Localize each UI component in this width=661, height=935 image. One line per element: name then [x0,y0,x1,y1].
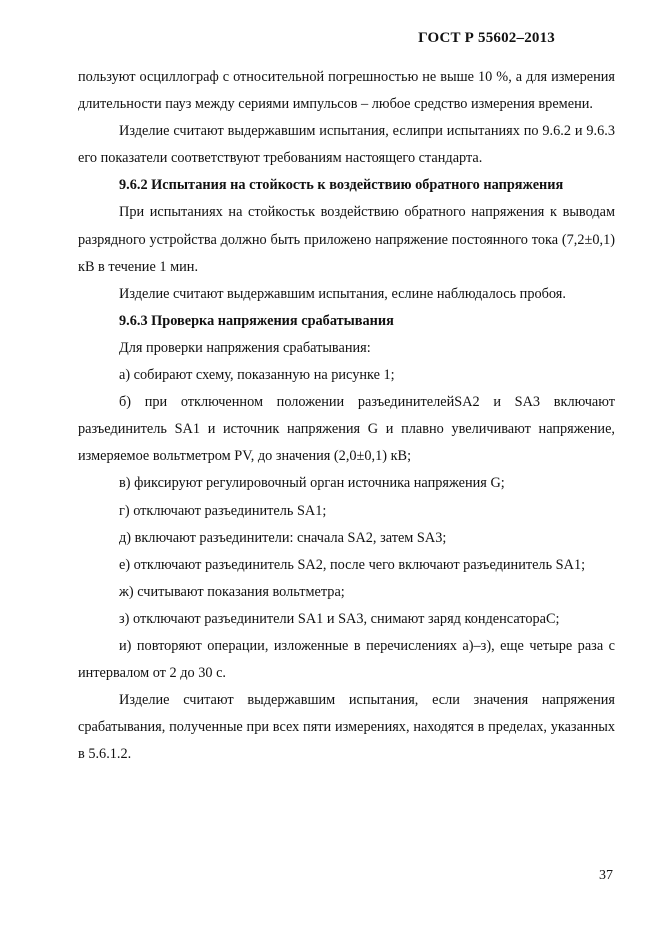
list-item-v: в) фиксируют регулировочный орган источника напряжения G; [119,475,505,492]
list-item-d: д) включают разъединители: сначала SA2, затем SA3; [119,529,447,546]
paragraph: При испытаниях на стойкостьк воздействию обратного напряжения к выводам разрядного устройства должно быть приложено напряжение постоянного тока (7,2±0,1) кВ в течение 1 мин. [78,204,615,275]
list-item-b: б) при отключенном положении разъединителейSA2 и SA3 включают разъединитель SA1 и источник напряжения G и плавно увеличивают напряжение, измеряемое вольтметром PV, до значения (2,0±0,1) кВ; [78,394,615,465]
paragraph: Изделие считают выдержавшим испытания, еслине наблюдалось пробоя. [119,285,566,302]
list-item-zh: ж) считывают показания вольтметра; [119,583,345,600]
paragraph: пользуют осциллограф с относительной погрешностью не выше 10 %, а для измерения длительности пауз между сериями импульсов – любое средство измерения времени. [78,69,615,113]
paragraph: Изделие считают выдержавшим испытания, еслипри испытаниях по 9.6.2 и 9.6.3 его показатели соответствуют требованиям настоящего стандарта. [78,123,615,167]
list-item-g: г) отключают разъединитель SA1; [119,502,327,519]
list-item-i: и) повторяют операции, изложенные в перечислениях а)–з), еще четыре раза с интервалом от 2 до 30 с. [78,637,615,682]
section-heading-9-6-3: 9.6.3 Проверка напряжения срабатывания [119,312,394,329]
section-heading-9-6-2: 9.6.2 Испытания на стойкость к воздействию обратного напряжения [119,177,564,194]
paragraph: Для проверки напряжения срабатывания: [119,339,371,356]
paragraph: Изделие считают выдержавшим испытания, если значения напряжения срабатывания, полученные при всех пяти измерениях, находятся в пределах, указанных в 5.6.1.2. [78,692,615,763]
list-item-z: з) отключают разъединители SA1 и SA3, снимают заряд конденсатораC; [119,610,560,627]
list-item-e: е) отключают разъединитель SA2, после чего включают разъединитель SA1; [119,556,586,573]
page-number: 37 [599,868,613,883]
document-header: ГОСТ Р 55602–2013 [418,30,555,46]
list-item-a: а) собирают схему, показанную на рисунке 1; [119,367,395,384]
document-body [78,64,615,768]
